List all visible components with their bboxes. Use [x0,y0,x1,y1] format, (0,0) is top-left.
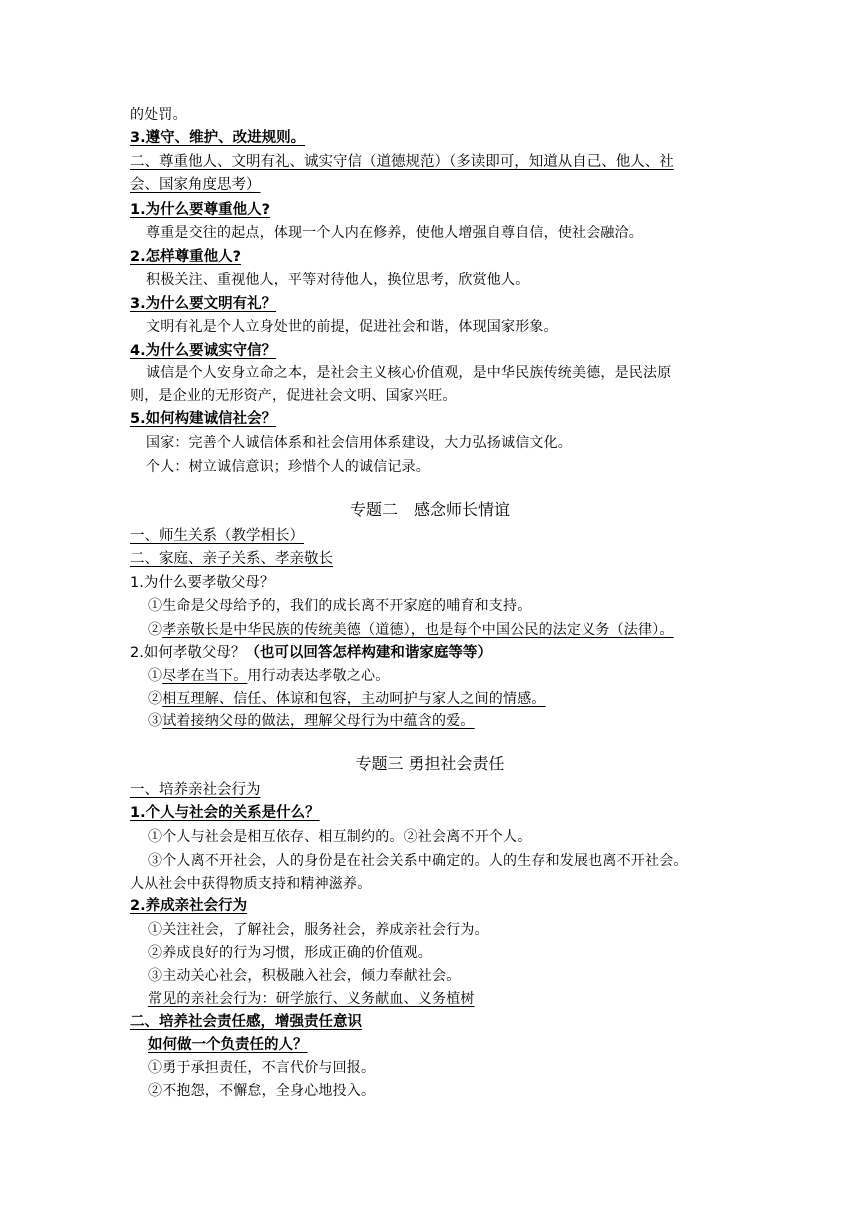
section-heading: 一、师生关系（教学相长） [130,528,304,544]
question-text: 2.如何孝敬父母？ [130,645,246,661]
answer-text: 诚信是个人安身立命之本，是社会主义核心价值观，是中华民族传统美德，是民法原 [146,365,672,381]
question-heading: 3.为什么要文明有礼？ [130,296,277,312]
underlined-text: 孝亲敬长是中华民族的传统美德（道德），也是每个中国公民的法定义务（法律）。 [162,622,674,638]
question-heading: 1.个人与社会的关系是什么？ [130,805,320,821]
answer-text [148,688,546,710]
text-line: 的处罚。 [130,107,187,123]
answer-text: ①生命是父母给予的，我们的成长离不开家庭的哺育和支持。 [148,598,532,614]
answer-text: 国家：完善个人诚信体系和社会信用体系建设，大力弘扬诚信文化。 [146,435,572,451]
section-heading: 二、尊重他人、文明有礼、诚实守信（道德规范）（多读即可，知道从自己、他人、社 [130,154,674,170]
answer-text: ①关注社会，了解社会，服务社会，养成亲社会行为。 [148,922,489,938]
item-number: ② [148,691,163,707]
answer-text: 积极关注、重视他人，平等对待他人，换位思考，欣赏他人。 [146,272,530,288]
answer-text: ①个人与社会是相互依存、相互制约的。②社会离不开个人。 [148,829,532,845]
underlined-text: 相互理解、信任、体谅和包容，主动呵护与家人之间的情感。 [162,691,546,707]
answer-text: 文明有礼是个人立身处世的前提，促进社会和谐，体现国家形象。 [146,319,558,335]
topic-title: 专题二 感念师长情谊 [349,500,510,519]
answer-text [148,710,475,732]
answer-text: 个人：树立诚信意识；珍惜个人的诚信记录。 [146,459,430,475]
question-heading: 5.如何构建诚信社会？ [130,411,277,427]
question-heading: 2.养成亲社会行为 [130,898,248,914]
answer-text-underlined: 常见的亲社会行为：研学旅行、义务献血、义务植树 [148,991,475,1007]
answer-text: ③个人离不开社会，人的身份是在社会关系中确定的。人的生存和发展也离不开社会。 [148,853,688,869]
item-number: ③ [148,713,163,729]
answer-text: ②不抱怨，不懈怠，全身心地投入。 [148,1083,376,1099]
answer-text-cont: 人从社会中获得物质支持和精神滋养。 [130,876,372,892]
question-heading: 4.为什么要诚实守信？ [130,343,277,359]
answer-text: 尊重是交往的起点，体现一个人内在修养，使他人增强自尊自信，使社会融洽。 [146,225,643,241]
heading-rules: 3.遵守、维护、改进规则。 [130,130,306,146]
section-heading-cont: 会、国家角度思考） [130,177,261,193]
answer-text: ③主动关心社会，积极融入社会，倾力奉献社会。 [148,968,461,984]
question-heading: 1.为什么要孝敬父母？ [130,575,275,591]
answer-text-cont: 则，是企业的无形资产，促进社会文明、国家兴旺。 [130,388,457,404]
answer-text [148,619,674,641]
answer-text [148,665,389,687]
item-number: ① [148,668,163,684]
answer-text: ②养成良好的行为习惯，形成正确的价值观。 [148,945,432,961]
answer-text: ①勇于承担责任，不言代价与回报。 [148,1060,376,1076]
question-heading: 2.怎样尊重他人? [130,249,242,265]
question-note: （也可以回答怎样构建和谐家庭等等） [245,645,492,661]
underlined-text: 尽孝在当下。 [162,668,248,684]
section-heading: 一、培养亲社会行为 [130,782,261,798]
question-heading: 1.为什么要尊重他人? [130,202,271,218]
topic-title: 专题三 勇担社会责任 [355,754,505,773]
section-heading: 二、培养社会责任感，增强责任意识 [130,1014,362,1030]
question-heading [130,642,492,664]
item-number: ② [148,622,163,638]
question-heading: 如何做一个负责任的人？ [148,1037,308,1053]
section-heading: 二、家庭、亲子关系、孝亲敬长 [130,551,333,567]
underlined-text: 试着接纳父母的做法，理解父母行为中蕴含的爱。 [162,713,475,729]
plain-text: 用行动表达孝敬之心。 [247,668,390,684]
